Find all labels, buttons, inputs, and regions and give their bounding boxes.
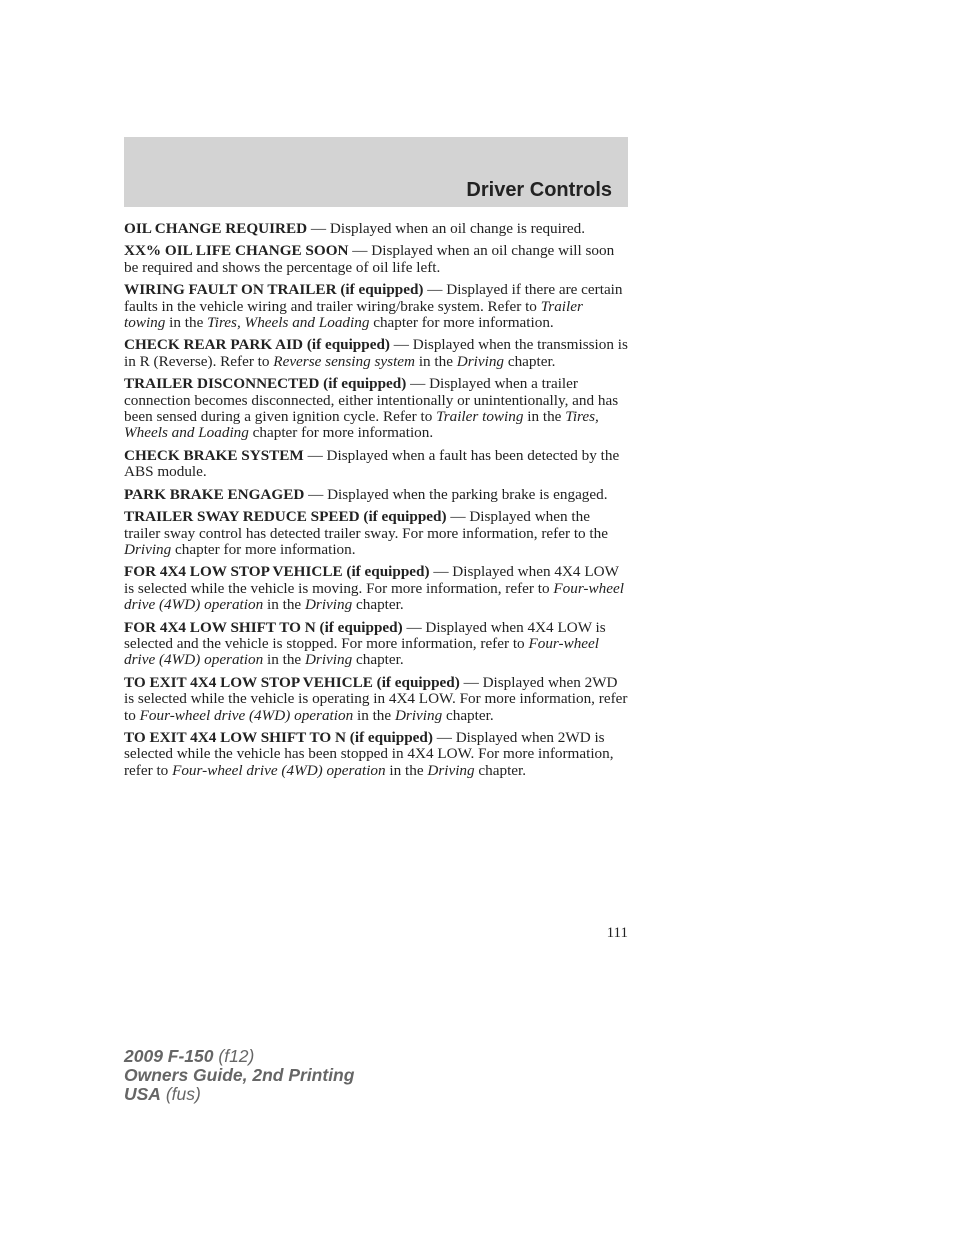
message-description: chapter for more information. — [369, 314, 554, 332]
message-description: — Displayed when 2WD is selected while the vehicle is operating in 4X4 LOW. For more information, refer to — [124, 673, 628, 724]
footer-region-code: (fus) — [160, 1084, 201, 1104]
document-footer — [124, 1047, 354, 1104]
footer-region: USA — [124, 1084, 161, 1104]
message-description: in the — [165, 314, 208, 332]
message-description: chapter. — [352, 596, 404, 614]
cross-reference: Four-wheel drive (4WD) operation — [124, 579, 624, 614]
message-entry — [124, 243, 628, 276]
message-description: in the — [263, 651, 305, 669]
message-entry — [124, 675, 628, 724]
message-description: — Displayed when a trailer connection becomes disconnected, either intentionally or unintentionally, and has been sensed during a given ignition cycle. Refer to — [124, 375, 619, 426]
message-description: — Displayed when 2WD is selected while the vehicle has been stopped in 4X4 LOW. For more information, refer to — [124, 728, 614, 779]
message-description: chapter for more information. — [248, 424, 434, 442]
message-description: — Displayed when the parking brake is engaged. — [304, 485, 608, 503]
message-description: — Displayed when the trailer sway control has detected trailer sway. For more information, refer to the — [124, 508, 608, 542]
message-term: FOR 4X4 LOW STOP VEHICLE (if equipped) — [124, 563, 430, 581]
cross-reference: Trailer towing — [124, 297, 583, 332]
message-term: XX% OIL LIFE CHANGE SOON — [124, 242, 349, 260]
message-term: CHECK BRAKE SYSTEM — [124, 446, 304, 464]
cross-reference: Driving — [124, 540, 172, 558]
message-term: WIRING FAULT ON TRAILER (if equipped) — [124, 281, 424, 299]
cross-reference: Tires, Wheels and Loading — [124, 408, 599, 442]
message-entry — [124, 509, 628, 558]
message-term: OIL CHANGE REQUIRED — [124, 220, 308, 237]
message-description: — Displayed when a fault has been detected by the ABS module. — [124, 446, 620, 481]
message-description: — Displayed when 4X4 LOW is selected and the vehicle is stopped. For more information, refer to — [124, 618, 606, 652]
message-entry — [124, 282, 628, 331]
message-description: in the — [353, 706, 395, 724]
message-description: chapter. — [352, 651, 404, 669]
message-entry — [124, 337, 628, 370]
message-term: TO EXIT 4X4 LOW SHIFT TO N (if equipped) — [124, 728, 433, 746]
footer-model-code: (f12) — [213, 1046, 255, 1066]
section-header-band — [124, 137, 628, 207]
message-entry — [124, 730, 628, 779]
message-list — [124, 221, 628, 785]
cross-reference: Four-wheel drive (4WD) operation — [139, 706, 354, 724]
cross-reference: Four-wheel drive (4WD) operation — [124, 634, 600, 669]
cross-reference: Driving — [456, 352, 505, 370]
message-entry — [124, 448, 628, 481]
message-description: — Displayed if there are certain faults in the vehicle wiring and trailer wiring/brake system. Refer to — [124, 281, 623, 315]
message-term: FOR 4X4 LOW SHIFT TO N (if equipped) — [124, 618, 403, 636]
footer-model: 2009 F-150 — [124, 1046, 214, 1066]
message-entry — [124, 376, 628, 442]
cross-reference: Driving — [304, 596, 353, 614]
footer-line-edition: Owners Guide, 2nd Printing — [124, 1065, 355, 1085]
message-entry — [124, 564, 628, 613]
message-description: — Displayed when the transmission is in R (Reverse). Refer to — [124, 336, 628, 370]
cross-reference: Tires, Wheels and Loading — [207, 314, 370, 332]
message-description: in the — [523, 408, 566, 426]
cross-reference: Four-wheel drive (4WD) operation — [172, 761, 386, 779]
message-term: CHECK REAR PARK AID (if equipped) — [124, 336, 390, 354]
cross-reference: Reverse sensing system — [273, 352, 416, 370]
message-description: in the — [263, 596, 305, 614]
message-description: in the — [385, 761, 428, 779]
message-term: TO EXIT 4X4 LOW STOP VEHICLE (if equipped) — [124, 673, 460, 691]
page-number: 111 — [606, 925, 628, 941]
message-description: chapter. — [442, 706, 494, 724]
section-title: Driver Controls — [466, 179, 612, 201]
message-description: — Displayed when an oil change is required. — [307, 220, 586, 237]
message-term: TRAILER SWAY REDUCE SPEED (if equipped) — [124, 508, 447, 526]
cross-reference: Trailer towing — [436, 408, 524, 426]
footer-line-model — [124, 1047, 354, 1066]
footer-line-region — [124, 1085, 354, 1104]
message-description: — Displayed when an oil change will soon be required and shows the percentage of oil life left. — [124, 242, 615, 276]
cross-reference: Driving — [427, 761, 475, 779]
message-description: chapter. — [504, 352, 556, 370]
message-term: TRAILER DISCONNECTED (if equipped) — [124, 375, 407, 393]
message-entry — [124, 620, 628, 669]
cross-reference: Driving — [304, 651, 353, 669]
message-description: in the — [415, 352, 457, 370]
message-description: chapter. — [474, 761, 527, 779]
cross-reference: Driving — [394, 706, 443, 724]
message-entry — [124, 487, 628, 503]
message-description: chapter for more information. — [171, 540, 356, 558]
message-term: PARK BRAKE ENGAGED — [124, 485, 305, 503]
message-entry — [124, 221, 628, 237]
message-description: — Displayed when 4X4 LOW is selected while the vehicle is moving. For more information, refer to — [124, 563, 619, 597]
